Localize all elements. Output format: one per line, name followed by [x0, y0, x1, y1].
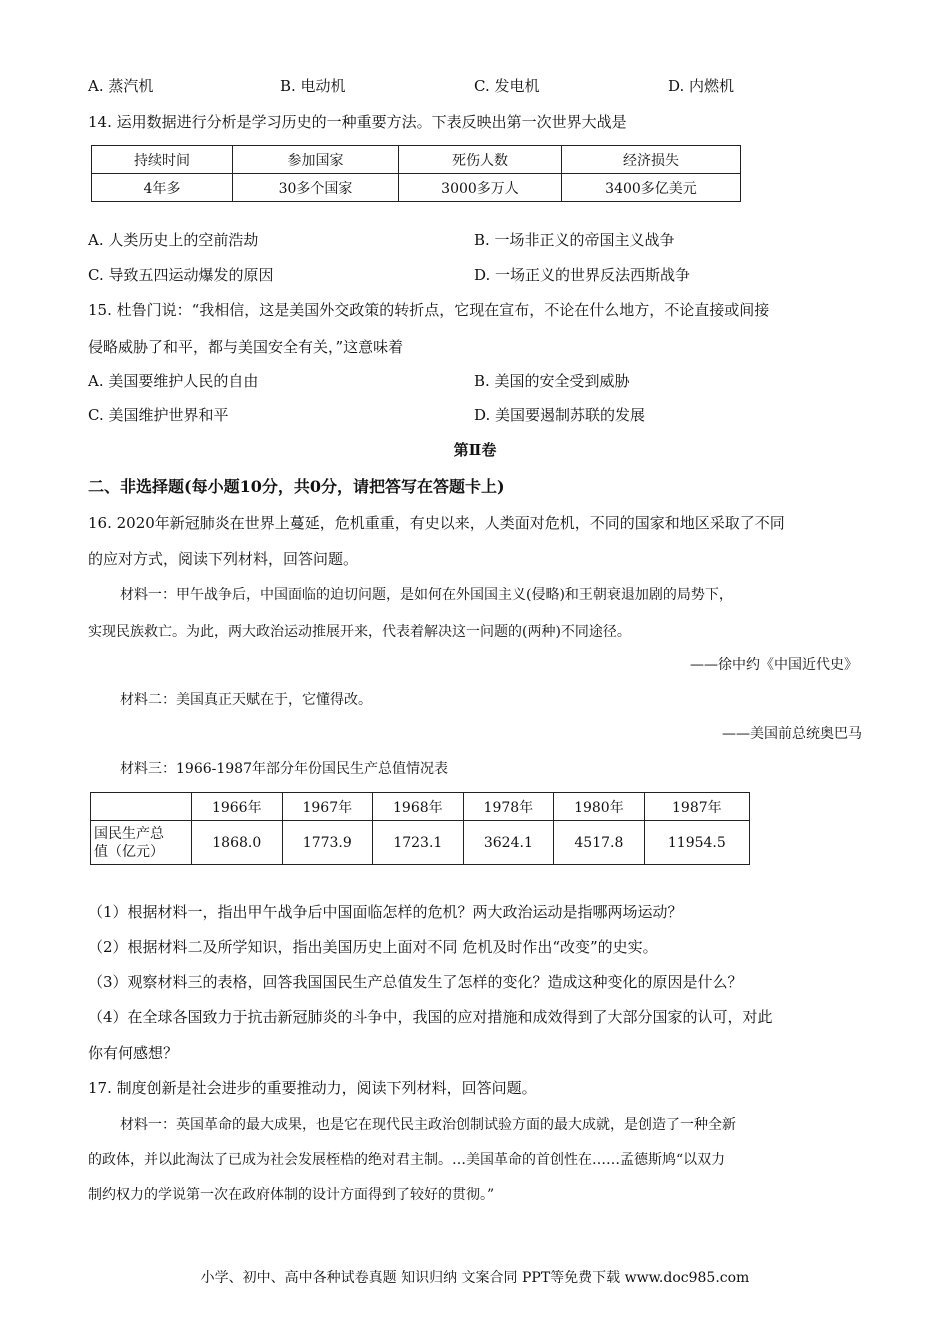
q16-material1-line1: 材料一：甲午战争后，中国面临的迫切问题，是如何在外国国主义(侵略)和王朝衰退加剧的局势下， — [120, 587, 733, 603]
q16-stem-line1: 16. 2020年新冠肺炎在世界上蔓延，危机重重，有史以来，人类面对危机，不同的国家和地区采取了不同 — [88, 514, 785, 532]
q14-option-a: A. 人类历史上的空前浩劫 — [88, 231, 259, 249]
q16-sub4-line2: 你有何感想？ — [88, 1044, 179, 1062]
q16-year-1987: 1987年 — [644, 793, 749, 821]
page-footer: 小学、初中、高中各种试卷真题 知识归纳 文案合同 PPT等免费下载 www.doc985.com — [200, 1270, 750, 1286]
q16-material2-source: ——美国前总统奥巴马 — [722, 726, 862, 742]
q16-value-1980: 4517.8 — [554, 821, 645, 865]
q16-row-header-line1: 国民生产总 — [94, 825, 164, 842]
q16-value-1967: 1773.9 — [282, 821, 373, 865]
q16-stem-line2: 的应对方式，阅读下列材料，回答问题。 — [88, 550, 359, 568]
q16-year-1980: 1980年 — [554, 793, 645, 821]
q14-cell-duration: 4年多 — [92, 174, 233, 202]
part2-title: 第Ⅱ卷 — [453, 441, 497, 459]
q14-option-b: B. 一场非正义的帝国主义战争 — [474, 231, 675, 249]
q16-year-1967: 1967年 — [282, 793, 373, 821]
q16-year-1968: 1968年 — [373, 793, 464, 821]
q16-value-1987: 11954.5 — [644, 821, 749, 865]
q15-option-a: A. 美国要维护人民的自由 — [88, 372, 259, 390]
q14-cell-casualties: 3000多万人 — [399, 174, 562, 202]
q16-row-header-line2: 值（亿元） — [94, 843, 164, 860]
q17-stem: 17. 制度创新是社会进步的重要推动力，阅读下列材料，回答问题。 — [88, 1079, 537, 1097]
q16-sub1: （1）根据材料一，指出甲午战争后中国面临怎样的危机？两大政治运动是指哪两场运动？ — [88, 903, 683, 921]
q13-option-a: A. 蒸汽机 — [88, 77, 154, 95]
q16-year-1978: 1978年 — [463, 793, 554, 821]
q14-stem: 14. 运用数据进行分析是学习历史的一种重要方法。下表反映出第一次世界大战是 — [88, 113, 627, 131]
q15-stem-line1: 15. 杜鲁门说：“我相信，这是美国外交政策的转折点，它现在宣布，不论在什么地方，不论直接或间接 — [88, 301, 770, 319]
q16-value-1978: 3624.1 — [463, 821, 554, 865]
section2-title: 二、非选择题(每小题10分，共0分，请把答写在答题卡上) — [88, 477, 505, 496]
q14-table — [91, 145, 741, 202]
q13-option-c: C. 发电机 — [474, 77, 540, 95]
q15-stem-line2: 侵略威胁了和平，都与美国安全有关，”这意味着 — [88, 338, 404, 356]
q14-cell-loss: 3400多亿美元 — [562, 174, 741, 202]
q16-table-corner — [91, 793, 192, 821]
q16-material3: 材料三：1966-1987年部分年份国民生产总值情况表 — [120, 761, 448, 777]
q17-material1-line3: 制约权力的学说第一次在政府体制的设计方面得到了较好的贯彻。” — [88, 1187, 495, 1203]
q14-header-loss: 经济损失 — [562, 146, 741, 174]
q14-header-casualties: 死伤人数 — [399, 146, 562, 174]
q14-cell-countries: 30多个国家 — [233, 174, 399, 202]
q16-material1-source: ——徐中约《中国近代史》 — [690, 657, 858, 673]
q17-material1-line1: 材料一：英国革命的最大成果，也是它在现代民主政治创制试验方面的最大成就，是创造了一种全新 — [120, 1117, 736, 1133]
q16-material2: 材料二：美国真正天赋在于，它懂得改。 — [120, 692, 372, 708]
q16-sub4-line1: （4）在全球各国致力于抗击新冠肺炎的斗争中，我国的应对措施和成效得到了大部分国家的认可，对此 — [88, 1008, 773, 1026]
q15-option-b: B. 美国的安全受到威胁 — [474, 372, 630, 390]
q17-material1-line2: 的政体，并以此淘汰了已成为社会发展桎梏的绝对君主制。…美国革命的首创性在……孟德斯鸠“以双力 — [88, 1152, 726, 1168]
q16-year-1966: 1966年 — [192, 793, 283, 821]
q16-gnp-table — [90, 792, 750, 865]
q16-value-1966: 1868.0 — [192, 821, 283, 865]
q15-option-c: C. 美国维护世界和平 — [88, 406, 229, 424]
q14-option-d: D. 一场正义的世界反法西斯战争 — [474, 266, 691, 284]
q15-option-d: D. 美国要遏制苏联的发展 — [474, 406, 646, 424]
q14-header-countries: 参加国家 — [233, 146, 399, 174]
q13-option-b: B. 电动机 — [280, 77, 346, 95]
q16-row-header — [91, 821, 192, 865]
q16-sub3: （3）观察材料三的表格，回答我国国民生产总值发生了怎样的变化？造成这种变化的原因是什么？ — [88, 973, 743, 991]
q16-value-1968: 1723.1 — [373, 821, 464, 865]
q16-material1-line2: 实现民族救亡。为此，两大政治运动推展开来，代表着解决这一问题的(两种)不同途径。 — [88, 624, 631, 640]
q14-option-c: C. 导致五四运动爆发的原因 — [88, 266, 274, 284]
q16-sub2: （2）根据材料二及所学知识，指出美国历史上面对不同 危机及时作出“改变”的史实。 — [88, 938, 658, 956]
q13-option-d: D. 内燃机 — [668, 77, 735, 95]
q14-header-duration: 持续时间 — [92, 146, 233, 174]
